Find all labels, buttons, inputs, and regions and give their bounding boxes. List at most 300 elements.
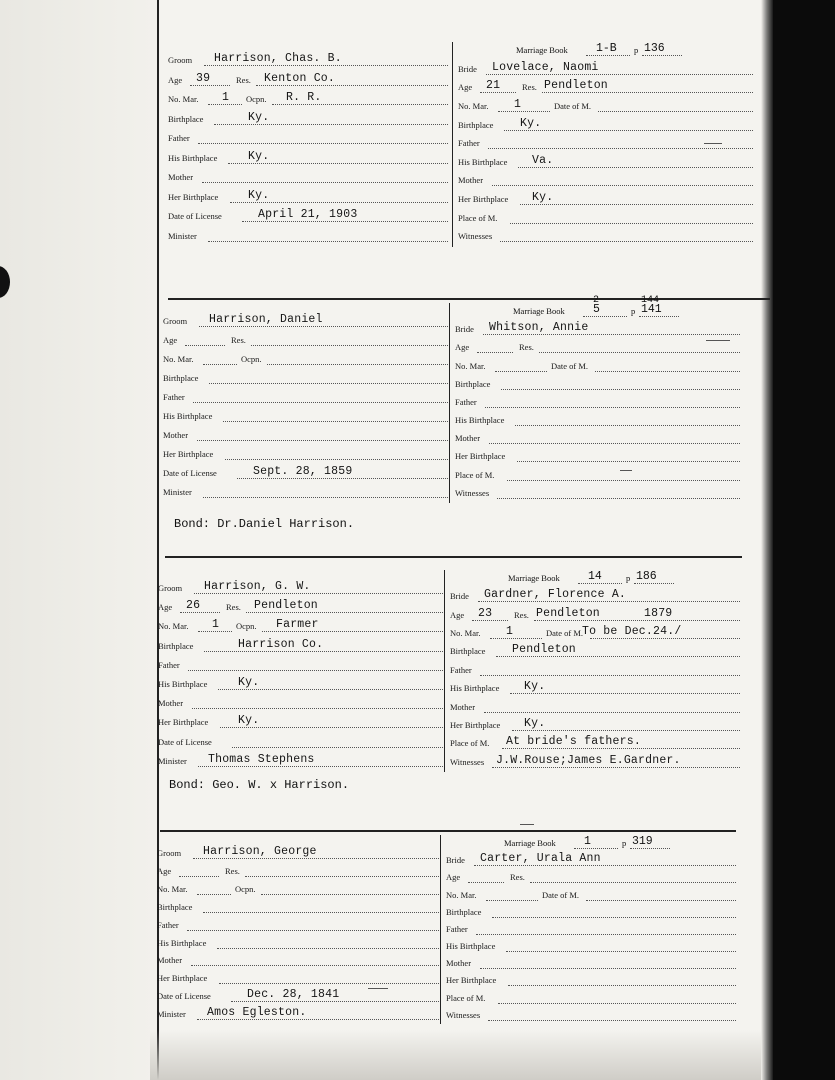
bride-row-book xyxy=(446,833,736,851)
her-birthplace-label: Her Birthplace xyxy=(168,191,219,202)
his-birthplace-label: His Birthplace xyxy=(158,679,208,689)
groom-label: Groom xyxy=(158,583,183,593)
dotted-line xyxy=(595,371,740,372)
dotted-line xyxy=(214,124,448,125)
dotted-line xyxy=(209,383,448,384)
dotted-line xyxy=(246,612,445,613)
dotted-line xyxy=(502,748,740,749)
marriage-book-page: 186 xyxy=(636,570,657,583)
dotted-line xyxy=(517,461,740,462)
groom-row-license xyxy=(168,206,448,224)
no-mar-label: No. Mar. xyxy=(168,94,199,104)
place-label: Place of M. xyxy=(446,992,486,1003)
groom-row-nomar xyxy=(163,349,448,367)
marriage-book-label: Marriage Book xyxy=(516,45,568,55)
groom-age: 26 xyxy=(186,599,201,613)
dotted-line xyxy=(480,92,516,93)
groom-row-father xyxy=(163,387,448,405)
scanner-left-margin xyxy=(0,0,157,1080)
groom-row-minister xyxy=(168,226,448,244)
bride-name: Carter, Urala Ann xyxy=(480,852,601,866)
no-mar-label: No. Mar. xyxy=(455,360,486,371)
groom-row-birthplace xyxy=(163,368,448,386)
dotted-line xyxy=(630,848,670,849)
dotted-line xyxy=(542,92,753,93)
groom-row-age xyxy=(163,330,448,348)
bride-label: Bride xyxy=(450,591,469,602)
age-label: Age xyxy=(455,342,470,353)
dotted-line xyxy=(501,389,740,390)
bride-row-age xyxy=(455,337,740,355)
res-label: Res. xyxy=(519,342,534,353)
groom-row-birthplace xyxy=(158,636,445,654)
dotted-line xyxy=(510,693,740,694)
bride-row-bride xyxy=(458,59,753,77)
dotted-line xyxy=(230,202,448,203)
bond-note: Bond: Geo. W. x Harrison. xyxy=(169,778,350,792)
dotted-line xyxy=(198,766,445,767)
bride-row-his_bp xyxy=(458,152,753,170)
dotted-line xyxy=(504,130,753,131)
bride-row-bride xyxy=(455,319,740,337)
dotted-line xyxy=(486,900,538,901)
dotted-line xyxy=(217,948,439,949)
his-birthplace-label: His Birthplace xyxy=(163,411,213,421)
pencil-mark xyxy=(520,824,534,825)
dotted-line xyxy=(472,620,508,621)
her-birthplace-label: Her Birthplace xyxy=(163,449,214,459)
dotted-line xyxy=(495,371,547,372)
minister-label: Minister xyxy=(163,487,192,497)
dotted-line xyxy=(191,965,439,966)
groom-row-license xyxy=(163,463,448,481)
groom-birthplace: Harrison Co. xyxy=(238,637,324,651)
groom-row-mother xyxy=(158,693,445,711)
her-bp-label: Her Birthplace xyxy=(450,719,501,730)
groom-row-his_bp xyxy=(157,933,439,951)
groom-license-date: Dec. 28, 1841 xyxy=(247,988,340,1002)
column-divider xyxy=(452,42,453,247)
dotted-line xyxy=(232,747,445,748)
bond-note: Bond: Dr.Daniel Harrison. xyxy=(174,517,355,531)
dotted-line xyxy=(476,934,736,935)
dotted-line xyxy=(242,221,448,222)
dotted-line xyxy=(187,930,439,931)
dotted-line xyxy=(203,497,448,498)
film-edge xyxy=(773,0,835,1080)
mother-label: Mother xyxy=(158,698,184,709)
father-label: Father xyxy=(168,133,190,143)
his-bp-label: His Birthplace xyxy=(450,683,500,694)
bride-date-of-marriage: To be Dec.24./ xyxy=(582,625,682,639)
minister-label: Minister xyxy=(168,230,197,241)
mother-label: Mother xyxy=(163,430,189,440)
dotted-line xyxy=(197,1019,439,1020)
bride-row-father xyxy=(450,660,740,678)
dotted-line xyxy=(488,1020,736,1021)
dotted-line xyxy=(225,459,448,460)
groom-row-age xyxy=(168,70,448,88)
no-mar-label: No. Mar. xyxy=(158,621,189,632)
birthplace-label: Birthplace xyxy=(158,640,194,651)
no-mar-label: No. Mar. xyxy=(163,354,194,364)
age-label: Age xyxy=(450,609,465,620)
groom-row-groom xyxy=(163,311,448,329)
bride-place-of-marriage: At bride's fathers. xyxy=(506,735,641,749)
bride-row-witnesses xyxy=(450,752,740,770)
ocpn-label: Ocpn. xyxy=(246,94,267,104)
date-of-m-label: Date of M. xyxy=(546,628,584,639)
dotted-line xyxy=(530,882,736,883)
age-label: Age xyxy=(458,82,473,93)
groom-birthplace: Ky. xyxy=(248,110,270,124)
groom-row-license xyxy=(158,732,445,750)
bride-row-father xyxy=(446,919,736,937)
groom-label: Groom xyxy=(163,316,188,326)
card-divider xyxy=(165,556,742,558)
bride-row-birthplace xyxy=(458,115,753,133)
dotted-line xyxy=(500,241,753,242)
dotted-line xyxy=(520,204,753,205)
bride-name: Gardner, Florence A. xyxy=(484,588,627,602)
witnesses-label: Witnesses xyxy=(458,231,493,242)
dotted-line xyxy=(220,727,445,728)
age-label: Age xyxy=(163,335,178,345)
groom-row-groom xyxy=(168,50,448,68)
bride-row-her_bp xyxy=(455,446,740,464)
bride-row-her_bp xyxy=(450,715,740,733)
bride-row-book xyxy=(455,295,740,319)
bride-her-birthplace: Ky. xyxy=(532,191,554,205)
dotted-line xyxy=(190,85,230,86)
bride-row-birthplace xyxy=(446,902,736,920)
bride-residence: Pendleton xyxy=(544,79,608,93)
age-label: Age xyxy=(158,602,173,613)
groom-row-her_bp xyxy=(158,712,445,730)
bride-row-father xyxy=(455,392,740,410)
dotted-line xyxy=(180,612,220,613)
groom-label: Groom xyxy=(168,55,193,65)
bride-row-witnesses xyxy=(455,483,740,501)
bride-row-place xyxy=(446,988,736,1006)
groom-residence: Pendleton xyxy=(254,599,318,613)
groom-no-mar: 1 xyxy=(222,91,230,104)
dotted-line xyxy=(515,425,740,426)
dotted-line xyxy=(510,223,753,224)
dotted-line xyxy=(489,443,740,444)
dotted-line xyxy=(218,689,445,690)
groom-license-date: April 21, 1903 xyxy=(258,208,358,221)
her-bp-label: Her Birthplace xyxy=(458,194,509,205)
res-label: Res. xyxy=(514,609,529,620)
pencil-mark xyxy=(704,143,722,144)
bride-row-nomar xyxy=(450,623,740,641)
groom-name: Harrison, G. W. xyxy=(204,580,311,593)
his-bp-label: His Birthplace xyxy=(458,156,508,167)
bride-label: Bride xyxy=(446,855,465,866)
dotted-line xyxy=(578,583,622,584)
bride-row-mother xyxy=(458,170,753,188)
bride-row-nomar xyxy=(446,885,736,903)
marriage-book-number: 1 xyxy=(584,835,591,848)
dotted-line xyxy=(188,670,445,671)
bride-row-witnesses xyxy=(446,1005,736,1023)
her-birthplace-label: Her Birthplace xyxy=(157,973,208,984)
groom-row-license xyxy=(157,986,439,1004)
groom-her-birthplace: Ky. xyxy=(248,188,270,202)
bride-no-mar: 1 xyxy=(506,625,514,639)
bride-his-birthplace: Va. xyxy=(532,153,554,167)
ocpn-label: Ocpn. xyxy=(235,883,256,894)
bride-her-birthplace: Ky. xyxy=(524,716,546,730)
film-edge-shadow xyxy=(761,0,773,1080)
marriage-book-number: 5 xyxy=(593,303,600,316)
dotted-line xyxy=(583,316,627,317)
dotted-line xyxy=(518,167,753,168)
dotted-line xyxy=(228,163,448,164)
bride-residence: Pendleton xyxy=(536,606,600,620)
bride-row-nomar xyxy=(455,356,740,374)
dotted-line xyxy=(193,858,439,859)
groom-name: Harrison, Daniel xyxy=(209,313,323,326)
groom-name: Harrison, George xyxy=(203,845,317,858)
marriage-book-number: 14 xyxy=(588,570,602,583)
mother-label: Mother xyxy=(455,433,481,444)
column-divider xyxy=(449,303,450,503)
groom-row-minister xyxy=(163,482,448,500)
her-bp-label: Her Birthplace xyxy=(446,975,497,986)
bride-row-mother xyxy=(446,953,736,971)
res-label: Res. xyxy=(231,335,246,345)
groom-no-mar: 1 xyxy=(212,618,220,632)
card-divider xyxy=(160,830,736,832)
witnesses-label: Witnesses xyxy=(446,1009,481,1020)
dotted-line xyxy=(539,352,740,353)
dotted-line xyxy=(185,345,225,346)
groom-row-groom xyxy=(157,843,439,861)
dotted-line xyxy=(223,421,448,422)
date-of-m-label: Date of M. xyxy=(542,889,580,900)
witnesses-label: Witnesses xyxy=(455,487,490,498)
groom-row-age xyxy=(157,861,439,879)
dotted-line xyxy=(492,917,736,918)
pencil-mark xyxy=(706,340,730,341)
dotted-line xyxy=(586,900,736,901)
groom-minister: Amos Egleston. xyxy=(207,1006,307,1020)
his-birthplace-label: His Birthplace xyxy=(157,937,207,948)
groom-his-birthplace: Ky. xyxy=(248,149,270,163)
bride-row-her_bp xyxy=(446,970,736,988)
bride-birthplace: Ky. xyxy=(520,116,542,130)
mother-label: Mother xyxy=(157,955,183,966)
groom-row-minister xyxy=(157,1004,439,1022)
bride-row-witnesses xyxy=(458,226,753,244)
age-label: Age xyxy=(168,74,183,85)
birthplace-label: Birthplace xyxy=(455,378,491,389)
dotted-line xyxy=(512,730,740,731)
column-divider xyxy=(440,835,441,1024)
dotted-line xyxy=(208,241,448,242)
place-label: Place of M. xyxy=(450,738,490,749)
dotted-line xyxy=(534,620,740,621)
res-label: Res. xyxy=(510,872,525,883)
dotted-line xyxy=(586,55,630,56)
bride-row-age xyxy=(458,77,753,95)
her-birthplace-label: Her Birthplace xyxy=(158,717,209,728)
no-mar-label: No. Mar. xyxy=(450,628,481,639)
card-divider xyxy=(168,298,770,300)
bride-row-mother xyxy=(450,697,740,715)
res-label: Res. xyxy=(226,602,241,613)
bride-row-age xyxy=(450,605,740,623)
dotted-line xyxy=(506,951,736,952)
groom-row-birthplace xyxy=(168,109,448,127)
license-label: Date of License xyxy=(158,736,212,747)
no-mar-label: No. Mar. xyxy=(157,883,188,894)
groom-license-date: Sept. 28, 1859 xyxy=(253,465,353,478)
birthplace-label: Birthplace xyxy=(450,646,486,657)
groom-row-father xyxy=(157,915,439,933)
no-mar-label: No. Mar. xyxy=(458,100,489,111)
bride-row-nomar xyxy=(458,96,753,114)
dotted-line xyxy=(272,104,448,105)
dotted-line xyxy=(483,334,740,335)
bride-row-birthplace xyxy=(455,374,740,392)
bride-birthplace: Pendleton xyxy=(512,643,576,657)
mother-label: Mother xyxy=(450,701,476,712)
no-mar-label: No. Mar. xyxy=(446,889,477,900)
dotted-line xyxy=(598,111,753,112)
bride-row-bride xyxy=(446,850,736,868)
dotted-line xyxy=(203,912,439,913)
bride-row-his_bp xyxy=(455,410,740,428)
his-birthplace-label: His Birthplace xyxy=(168,152,218,163)
groom-row-mother xyxy=(157,950,439,968)
groom-row-her_bp xyxy=(163,444,448,462)
bride-age: 21 xyxy=(486,79,501,93)
dotted-line xyxy=(477,352,513,353)
dotted-line xyxy=(262,631,445,632)
license-label: Date of License xyxy=(163,468,217,478)
groom-her-birthplace: Ky. xyxy=(238,714,260,728)
dotted-line xyxy=(480,968,736,969)
page-label: p xyxy=(626,573,631,583)
dotted-line xyxy=(497,498,740,499)
marriage-book-label: Marriage Book xyxy=(504,838,556,848)
bride-label: Bride xyxy=(455,324,474,335)
bride-row-his_bp xyxy=(446,936,736,954)
bride-name: Lovelace, Naomi xyxy=(492,60,599,74)
dotted-line xyxy=(198,143,448,144)
bride-row-birthplace xyxy=(450,641,740,659)
groom-row-her_bp xyxy=(157,968,439,986)
dotted-line xyxy=(251,345,448,346)
page-label: p xyxy=(622,838,627,848)
bride-witnesses: J.W.Rouse;James E.Gardner. xyxy=(496,753,681,767)
bride-label: Bride xyxy=(458,63,477,74)
dotted-line xyxy=(478,601,740,602)
dotted-line xyxy=(490,638,542,639)
groom-name: Harrison, Chas. B. xyxy=(214,52,342,65)
bride-row-her_bp xyxy=(458,189,753,207)
groom-row-minister xyxy=(158,751,445,769)
mother-label: Mother xyxy=(168,172,194,182)
bride-row-place xyxy=(455,465,740,483)
father-label: Father xyxy=(455,396,477,407)
dotted-line xyxy=(492,767,740,768)
page-bottom-noise xyxy=(150,1030,761,1080)
dotted-line xyxy=(204,651,445,652)
bride-row-mother xyxy=(455,428,740,446)
dotted-line xyxy=(194,593,445,594)
marriage-book-page: 136 xyxy=(644,42,665,55)
dotted-line xyxy=(202,182,448,183)
dotted-line xyxy=(197,894,231,895)
dotted-line xyxy=(204,65,448,66)
dotted-line xyxy=(486,74,753,75)
father-label: Father xyxy=(163,392,185,402)
page-label: p xyxy=(631,306,636,316)
groom-row-mother xyxy=(163,425,448,443)
dotted-line xyxy=(498,1003,736,1004)
bride-row-age xyxy=(446,867,736,885)
dotted-line xyxy=(267,364,448,365)
dotted-line xyxy=(192,708,445,709)
res-label: Res. xyxy=(236,74,251,85)
dotted-line xyxy=(219,983,439,984)
marriage-book-page: 141 xyxy=(641,303,662,316)
dotted-line xyxy=(208,104,242,105)
groom-row-nomar xyxy=(168,89,448,107)
age-label: Age xyxy=(446,872,461,883)
ocpn-label: Ocpn. xyxy=(236,621,257,632)
dotted-line xyxy=(574,848,618,849)
dotted-line xyxy=(237,478,448,479)
pencil-mark xyxy=(368,988,388,989)
groom-row-father xyxy=(168,128,448,146)
marriage-book-number-prior: 2 xyxy=(593,295,600,306)
groom-row-his_bp xyxy=(158,674,445,692)
bride-row-book xyxy=(450,568,740,586)
dotted-line xyxy=(193,402,448,403)
dotted-line xyxy=(485,407,740,408)
mother-label: Mother xyxy=(446,958,472,969)
mother-label: Mother xyxy=(458,175,484,186)
groom-row-his_bp xyxy=(168,148,448,166)
place-label: Place of M. xyxy=(458,212,498,223)
bride-row-book xyxy=(458,40,753,58)
bride-row-place xyxy=(458,208,753,226)
license-label: Date of License xyxy=(157,991,211,1002)
bride-his-birthplace: Ky. xyxy=(524,680,546,694)
license-label: Date of License xyxy=(168,211,222,221)
her-bp-label: Her Birthplace xyxy=(455,451,506,462)
birthplace-label: Birthplace xyxy=(168,113,204,124)
dotted-line xyxy=(256,85,448,86)
groom-label: Groom xyxy=(157,848,182,858)
marriage-book-label: Marriage Book xyxy=(508,573,560,583)
dotted-line xyxy=(474,865,736,866)
bride-age: 23 xyxy=(478,606,493,620)
father-label: Father xyxy=(158,659,180,670)
marriage-book-label: Marriage Book xyxy=(513,306,565,316)
column-divider xyxy=(444,570,445,772)
dotted-line xyxy=(642,55,682,56)
birthplace-label: Birthplace xyxy=(157,901,193,912)
bride-no-mar: 1 xyxy=(514,97,522,111)
his-bp-label: His Birthplace xyxy=(455,415,505,426)
pencil-mark xyxy=(620,470,632,471)
